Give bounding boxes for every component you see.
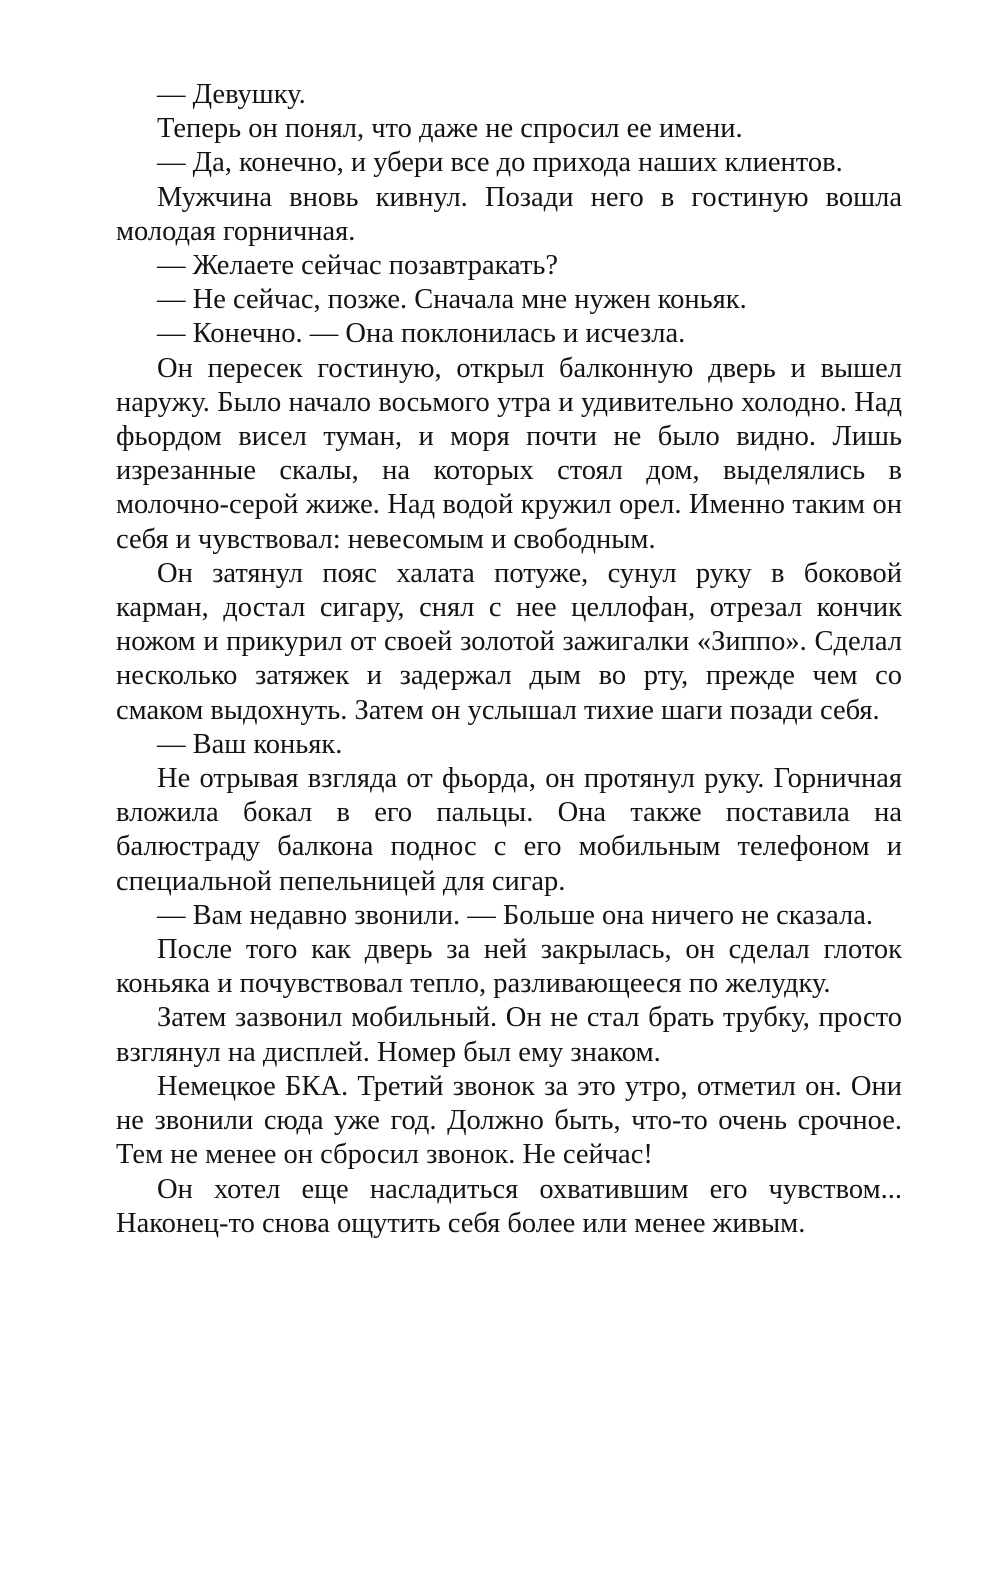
paragraph: Не отрывая взгляда от фьорда, он протянул руку. Горничная вложила бокал в его пальцы. Она также поставила на балюстраду балкона поднос с его мобильным телефоном и специальной пепельницей для сигар. (116, 763, 902, 897)
paragraph: — Желаете сейчас позавтракать? (157, 250, 559, 282)
paragraph: — Не сейчас, позже. Сначала мне нужен коньяк. (157, 284, 747, 316)
paragraph: Мужчина вновь кивнул. Позади него в гостиную вошла молодая горничная. (116, 181, 902, 247)
paragraph: Теперь он понял, что даже не спросил ее имени. (157, 113, 743, 145)
paragraph: Он хотел еще насладиться охватившим его чувством... Наконец-то снова ощутить себя более или менее живым. (116, 1173, 902, 1239)
paragraph: — Вам недавно звонили. — Больше она ничего не сказала. (157, 899, 874, 931)
paragraph: — Девушку. (157, 79, 306, 110)
paragraph: Затем зазвонил мобильный. Он не стал брать трубку, просто взглянул на дисплей. Номер был ему знаком. (116, 1002, 902, 1068)
paragraph: — Да, конечно, и убери все до прихода наших клиентов. (157, 147, 843, 179)
paragraph: — Ваш коньяк. (157, 728, 343, 760)
paragraph: Немецкое БКА. Третий звонок за это утро, отметил он. Они не звонили сюда уже год. Должно быть, что-то очень срочное. Тем не менее он сбросил звонок. Не сейчас! (116, 1070, 902, 1171)
paragraph: Он затянул пояс халата потуже, сунул руку в боковой карман, достал сигару, снял с нее целлофан, отрезал кончик ножом и прикурил от своей золотой зажигалки «Зиппо». Сделал несколько затяжек и задержал дым во рту, прежде чем со смаком выдохнуть. Затем он услышал тихие шаги позади себя. (116, 557, 902, 726)
paragraph: Он пересек гостиную, открыл балконную дверь и вышел наружу. Было начало восьмого утра и удивительно холодно. Над фьордом висел туман, и моря почти не было видно. Лишь изрезанные скалы, на которых стоял дом, выделялись в молочно-серой жиже. Над водой кружил орел. Именно таким он себя и чувствовал: невесомым и свободным. (116, 352, 902, 555)
book-page-text (116, 78, 902, 1241)
paragraph: — Конечно. — Она поклонилась и исчезла. (157, 318, 686, 350)
paragraph: После того как дверь за ней закрылась, он сделал глоток коньяка и почувствовал тепло, разливающееся по желудку. (116, 934, 902, 1000)
